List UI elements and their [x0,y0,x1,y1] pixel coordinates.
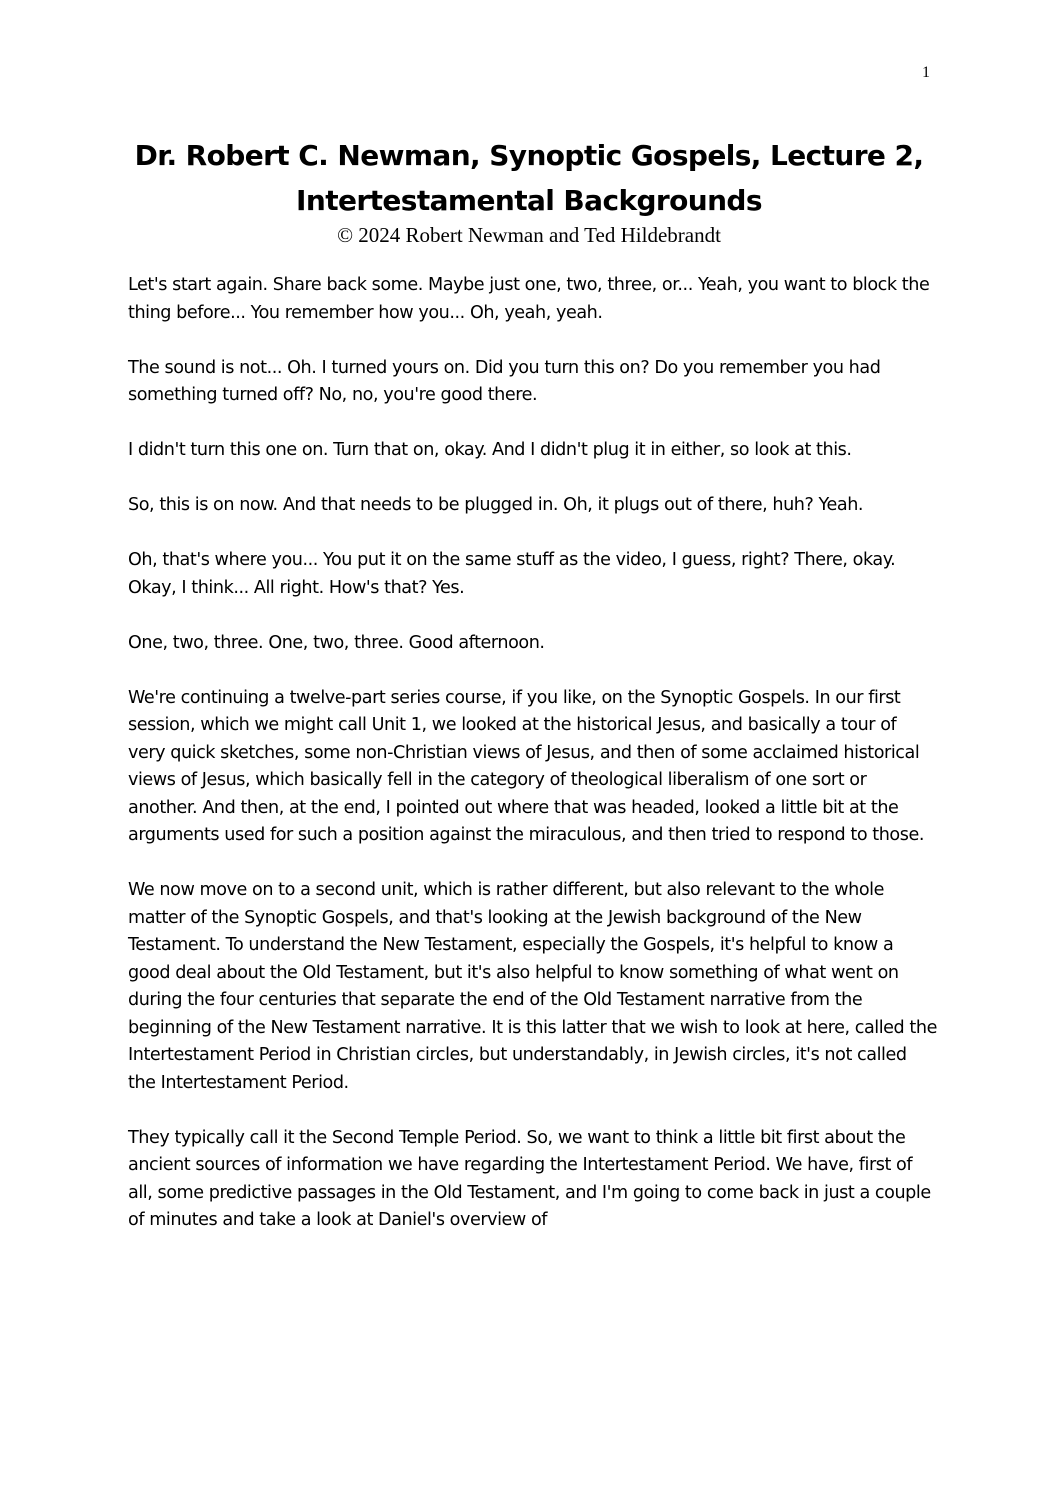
paragraph-2: The sound is not... Oh. I turned yours on. Did you turn this on? Do you remember you had something turned off? No, no, you're good there. [128,357,881,405]
paragraph-7: We're continuing a twelve-part series course, if you like, on the Synoptic Gospels. In our first session, which we might call Unit 1, we looked at the historical Jesus, and basically a tour of very quick sketches, some non-Christian views of Jesus, and then of some acclaimed historical views of Jesus, which basically fell in the category of theological liberalism of one sort or another. And then, at the end, I pointed out where that was headed, looked a little bit at the arguments used for such a position against the miraculous, and then tried to respond to those. [128,687,924,845]
title-line-2: Intertestamental Backgrounds [296,184,762,217]
paragraph-8: We now move on to a second unit, which is rather different, but also relevant to the whole matter of the Synoptic Gospels, and that's looking at the Jewish background of the New Testament. To understand the New Testament, especially the Gospels, it's helpful to know a good deal about the Old Testament, but it's also helpful to know something of what went on during the four centuries that separate the end of the Old Testament narrative from the beginning of the New Testament narrative. It is this latter that we wish to look at here, called the Intertestament Period in Christian circles, but understandably, in Jewish circles, it's not called the Intertestament Period. [128,880,937,1093]
paragraph-1: Let's start again. Share back some. Maybe just one, two, three, or... Yeah, you want to block the thing before... You remember how you... Oh, yeah, yeah. [128,275,930,323]
paragraph-5: Oh, that's where you... You put it on the same stuff as the video, I guess, right? There, okay. Okay, I think... All right. How's that? Yes. [128,550,896,598]
paragraph-4: So, this is on now. And that needs to be plugged in. Oh, it plugs out of there, huh? Yeah. [128,495,864,515]
paragraph-3: I didn't turn this one on. Turn that on, okay. And I didn't plug it in either, so look at this. [128,440,852,460]
paragraph-6: One, two, three. One, two, three. Good afternoon. [128,632,545,653]
document-body [128,272,938,1262]
title-line-1: Dr. Robert C. Newman, Synoptic Gospels, Lecture 2, [134,139,924,172]
paragraph-9: They typically call it the Second Temple Period. So, we want to think a little bit first about the ancient sources of information we have regarding the Intertestament Period. We have, first of all, some predictive passages in the Old Testament, and I'm going to come back in just a couple of minutes and take a look at Daniel's overview of [128,1127,931,1230]
page-number: 1 [922,64,930,81]
copyright-line: © 2024 Robert Newman and Ted Hildebrandt [337,223,721,247]
document-title [0,133,1058,223]
